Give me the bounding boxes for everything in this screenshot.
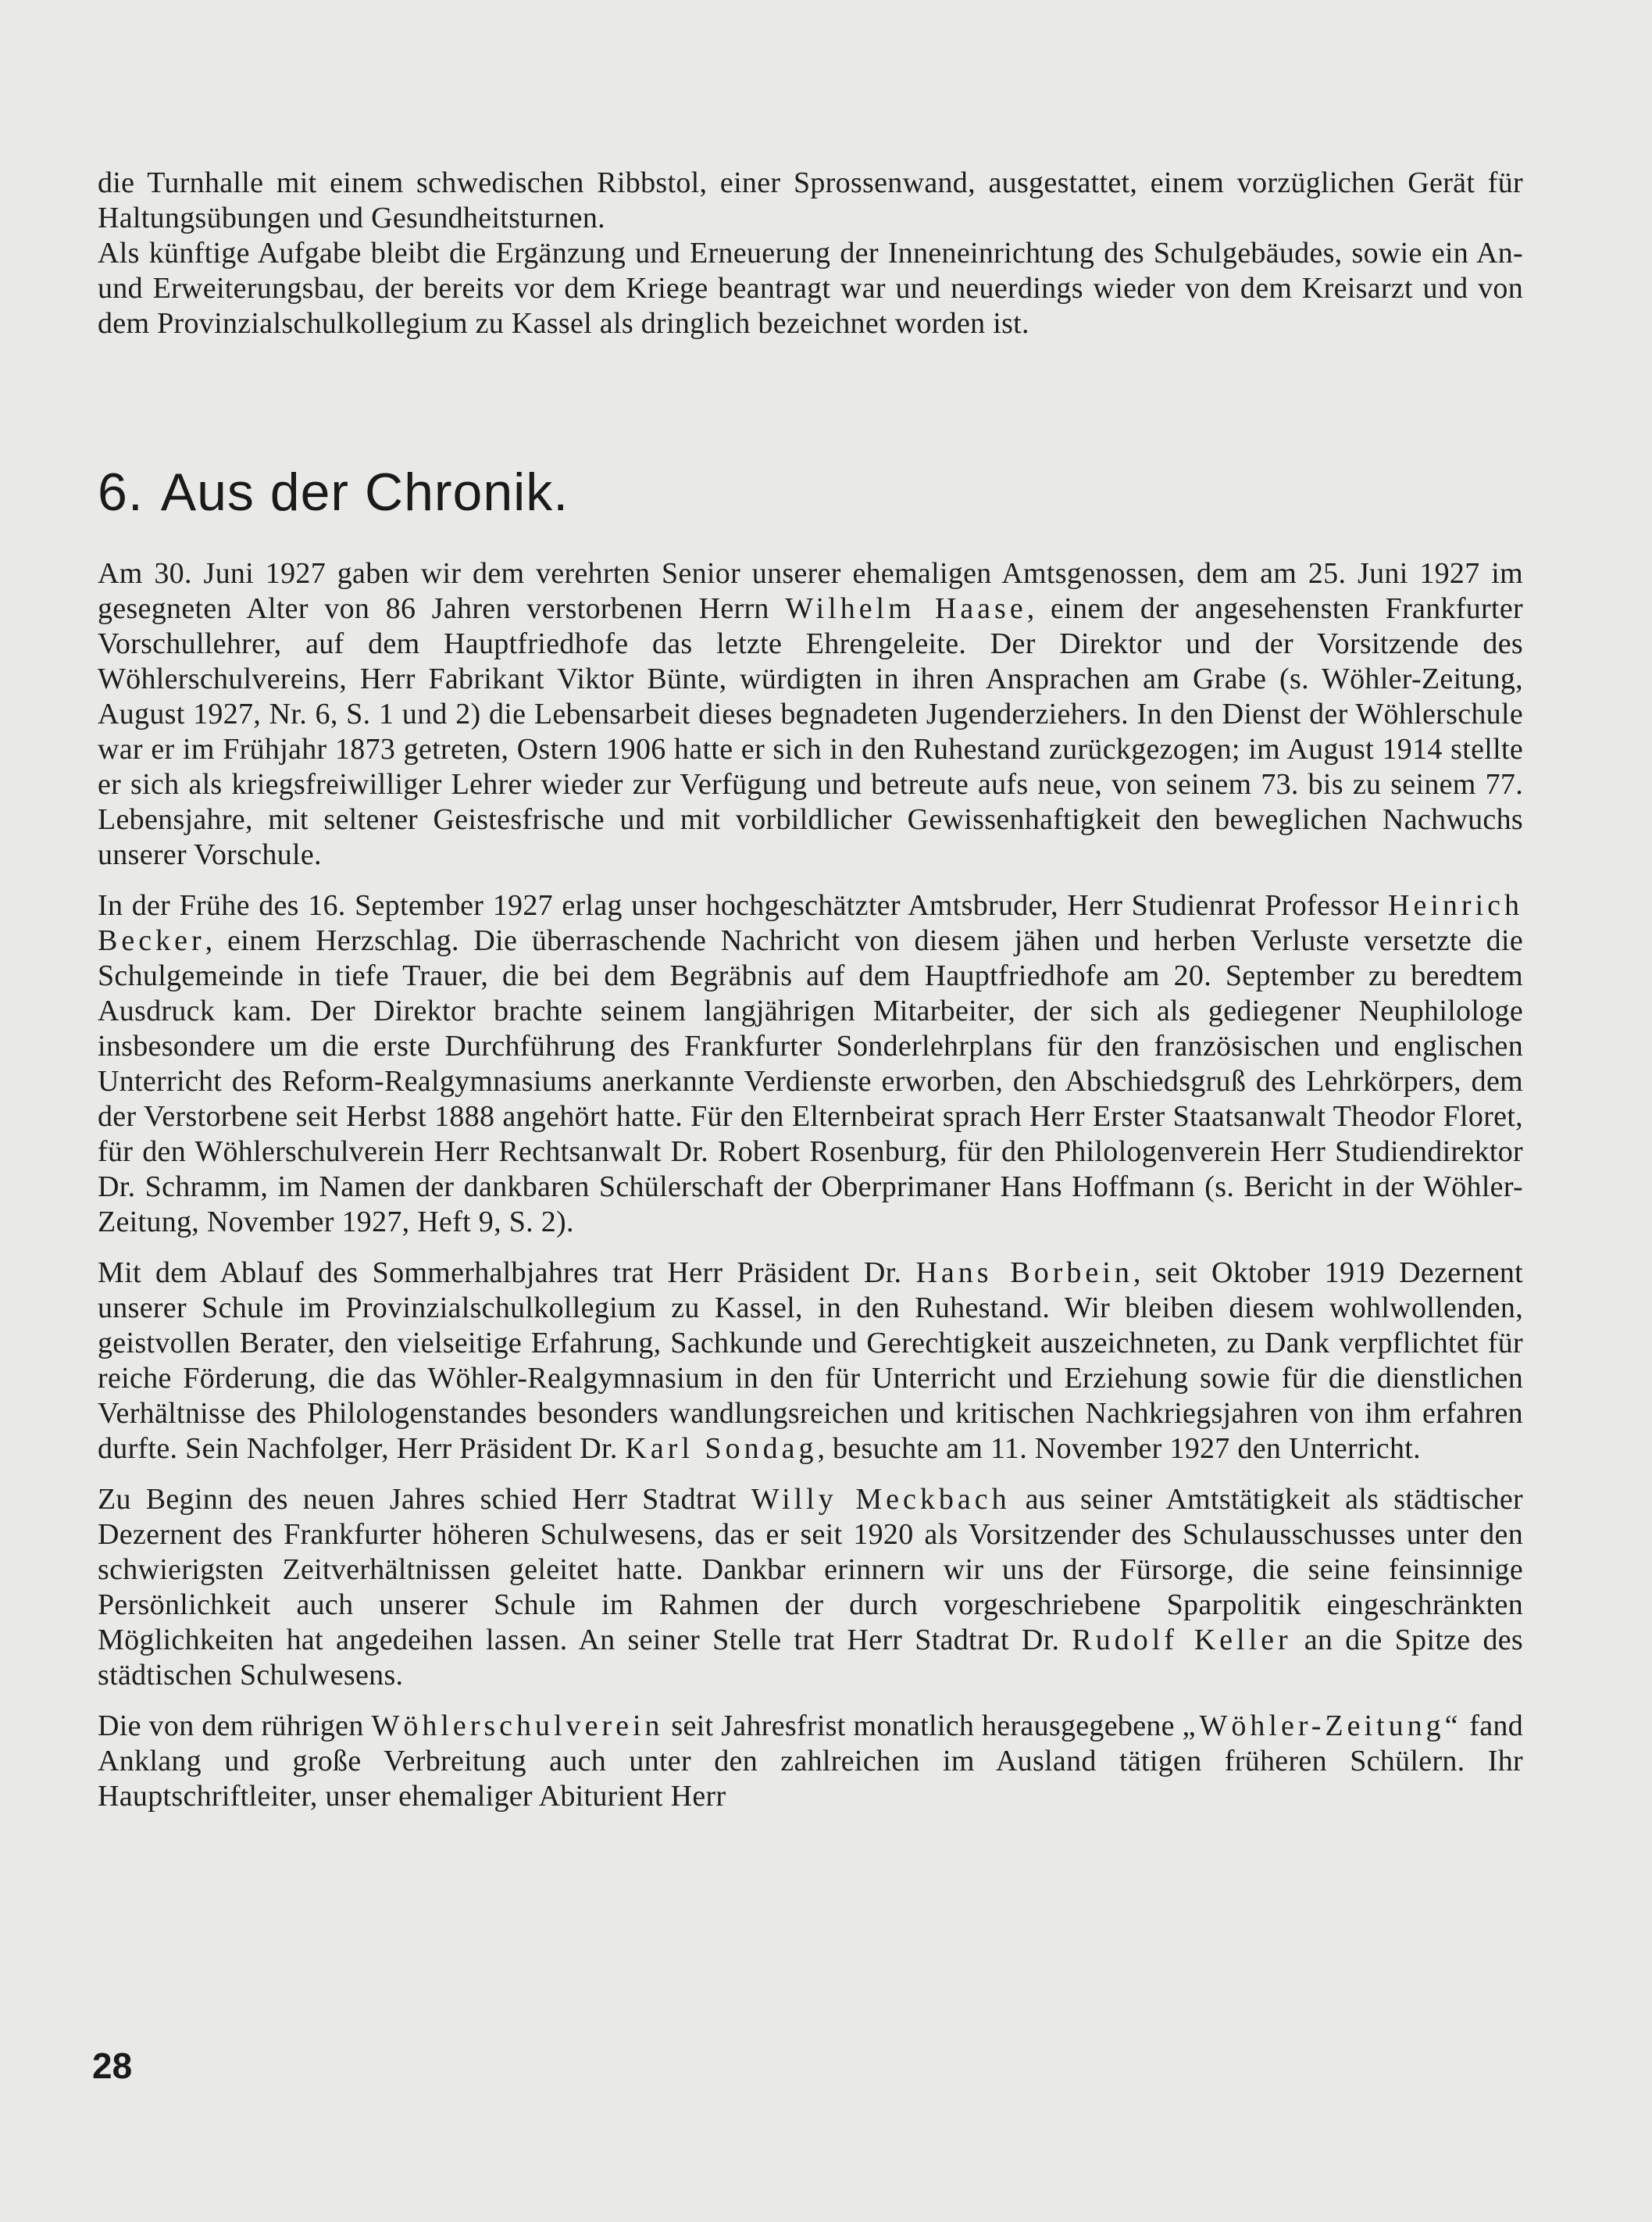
- paragraph: Am 30. Juni 1927 gaben wir dem verehrten Senior unserer ehemaligen Amtsgenossen, dem am 25. Juni 1927 im gesegneten Alter von 86 Jahren verstorbenen Herrn Wilhelm Haase, einem der angesehensten Frankfurter Vorschullehrer, auf dem Hauptfriedhofe das letzte Ehrengeleite. Der Direktor und der Vorsitzende des Wöhlerschulvereins, Herr Fabrikant Viktor Bünte, würdigten in ihren Ansprachen am Grabe (s. Wöhler-Zeitung, August 1927, Nr. 6, S. 1 und 2) die Lebensarbeit dieses begnadeten Jugenderziehers. In den Dienst der Wöhlerschule war er im Frühjahr 1873 getreten, Ostern 1906 hatte er sich in den Ruhestand zurückgezogen; im August 1914 stellte er sich als kriegsfreiwilliger Lehrer wieder zur Verfügung und betreute aufs neue, von seinem 73. bis zu seinem 77. Lebensjahre, mit seltener Geistesfrische und mit vorbildlicher Gewissenhaftigkeit den beweglichen Nachwuchs unserer Vorschule.: [98, 557, 1523, 871]
- paragraph: In der Frühe des 16. September 1927 erlag unser hochgeschätzter Amtsbruder, Herr Studienrat Professor Heinrich Becker, einem Herzschlag. Die überraschende Nachricht von diesem jähen und herben Verluste versetzte die Schulgemeinde in tiefe Trauer, die bei dem Begräbnis auf dem Hauptfriedhofe am 20. September zu beredtem Ausdruck kam. Der Direktor brachte seinem langjährigen Mitarbeiter, der sich als gediegener Neuphilologe insbesondere um die erste Durchführung des Frankfurter Sonderlehrplans für den französischen und englischen Unterricht des Reform-Realgymnasiums anerkannte Verdienste erworben, den Abschiedsgruß des Lehrkörpers, dem der Verstorbene seit Herbst 1888 angehört hatte. Für den Elternbeirat sprach Herr Erster Staatsanwalt Theodor Floret, für den Wöhlerschulverein Herr Rechtsanwalt Dr. Robert Rosenburg, für den Philologenverein Herr Studiendirektor Dr. Schramm, im Namen der dankbaren Schülerschaft der Oberprimaner Hans Hoffmann (s. Bericht in der Wöhler-Zeitung, November 1927, Heft 9, S. 2).: [98, 889, 1523, 1238]
- section-heading: [98, 461, 569, 523]
- person-name: Willy Meckbach: [751, 1483, 1011, 1516]
- chronik-text: [98, 556, 1523, 1830]
- paragraph: Mit dem Ablauf des Sommerhalbjahres trat Herr Präsident Dr. Hans Borbein, seit Oktober 1919 Dezernent unserer Schule im Provinzialschulkollegium zu Kassel, in den Ruhestand. Wir bleiben diesem wohlwollenden, geistvollen Berater, den vielseitige Erfahrung, Sachkunde und Gerechtigkeit auszeichneten, zu Dank verpflichtet für reiche Förderung, die das Wöhler-Realgymnasium in den für Unterricht und Erziehung sowie für die dienstlichen Verhältnisse des Philologenstandes besonders wandlungsreichen und kritischen Nachkriegsjahren von ihm erfahren durfte. Sein Nachfolger, Herr Präsident Dr. Karl Sondag, besuchte am 11. November 1927 den Unterricht.: [98, 1256, 1523, 1465]
- paragraph: Zu Beginn des neuen Jahres schied Herr Stadtrat Willy Meckbach aus seiner Amtstätigkeit als städtischer Dezernent des Frankfurter höheren Schulwesens, das er seit 1920 als Vorsitzender des Schulausschusses unter den schwierigsten Zeitverhältnissen geleitet hatte. Dankbar erinnern wir uns der Fürsorge, die seine feinsinnige Persönlichkeit auch unserer Schule im Rahmen der durch vorgeschriebene Sparpolitik eingeschränkten Möglichkeiten hat angedeihen lassen. An seiner Stelle trat Herr Stadtrat Dr. Rudolf Keller an die Spitze des städtischen Schulwesens.: [98, 1483, 1523, 1692]
- organization-name: Wöhlerschulverein: [371, 1709, 664, 1742]
- person-name: Wilhelm Haase: [785, 592, 1027, 625]
- person-name: Heinrich Becker: [98, 889, 1523, 957]
- section-title: Aus der Chronik.: [160, 463, 569, 522]
- publication-name: „Wöhler-Zeitung“: [1182, 1709, 1462, 1742]
- person-name: Karl Sondag: [625, 1432, 818, 1465]
- person-name: Hans Borbein: [915, 1256, 1133, 1289]
- paragraph: Die von dem rührigen Wöhlerschulverein seit Jahresfrist monatlich herausgegebene „Wöhler-Zeitung“ fand Anklang und große Verbreitung auch unter den zahlreichen im Ausland tätigen früheren Schülern. Ihr Hauptschriftleiter, unser ehemaliger Abiturient Herr: [98, 1709, 1523, 1813]
- page-number: 28: [92, 2045, 133, 2086]
- intro-text: [98, 166, 1523, 341]
- intro-paragraph-2: Als künftige Aufgabe bleibt die Ergänzung und Erneuerung der Inneneinrichtung des Schulgebäudes, sowie ein An- und Erweiterungsbau, der bereits vor dem Kriege beantragt war und neuerdings wieder von dem Kreisarzt und von dem Provinzialschulkollegium zu Kassel als dringlich bezeichnet worden ist.: [98, 237, 1523, 340]
- intro-paragraph-1: die Turnhalle mit einem schwedischen Ribbstol, einer Sprossenwand, ausgestattet, einem vorzüglichen Gerät für Haltungsübungen und Gesundheitsturnen.: [98, 166, 1523, 234]
- person-name: Rudolf Keller: [1072, 1624, 1292, 1656]
- section-number: 6.: [98, 463, 144, 522]
